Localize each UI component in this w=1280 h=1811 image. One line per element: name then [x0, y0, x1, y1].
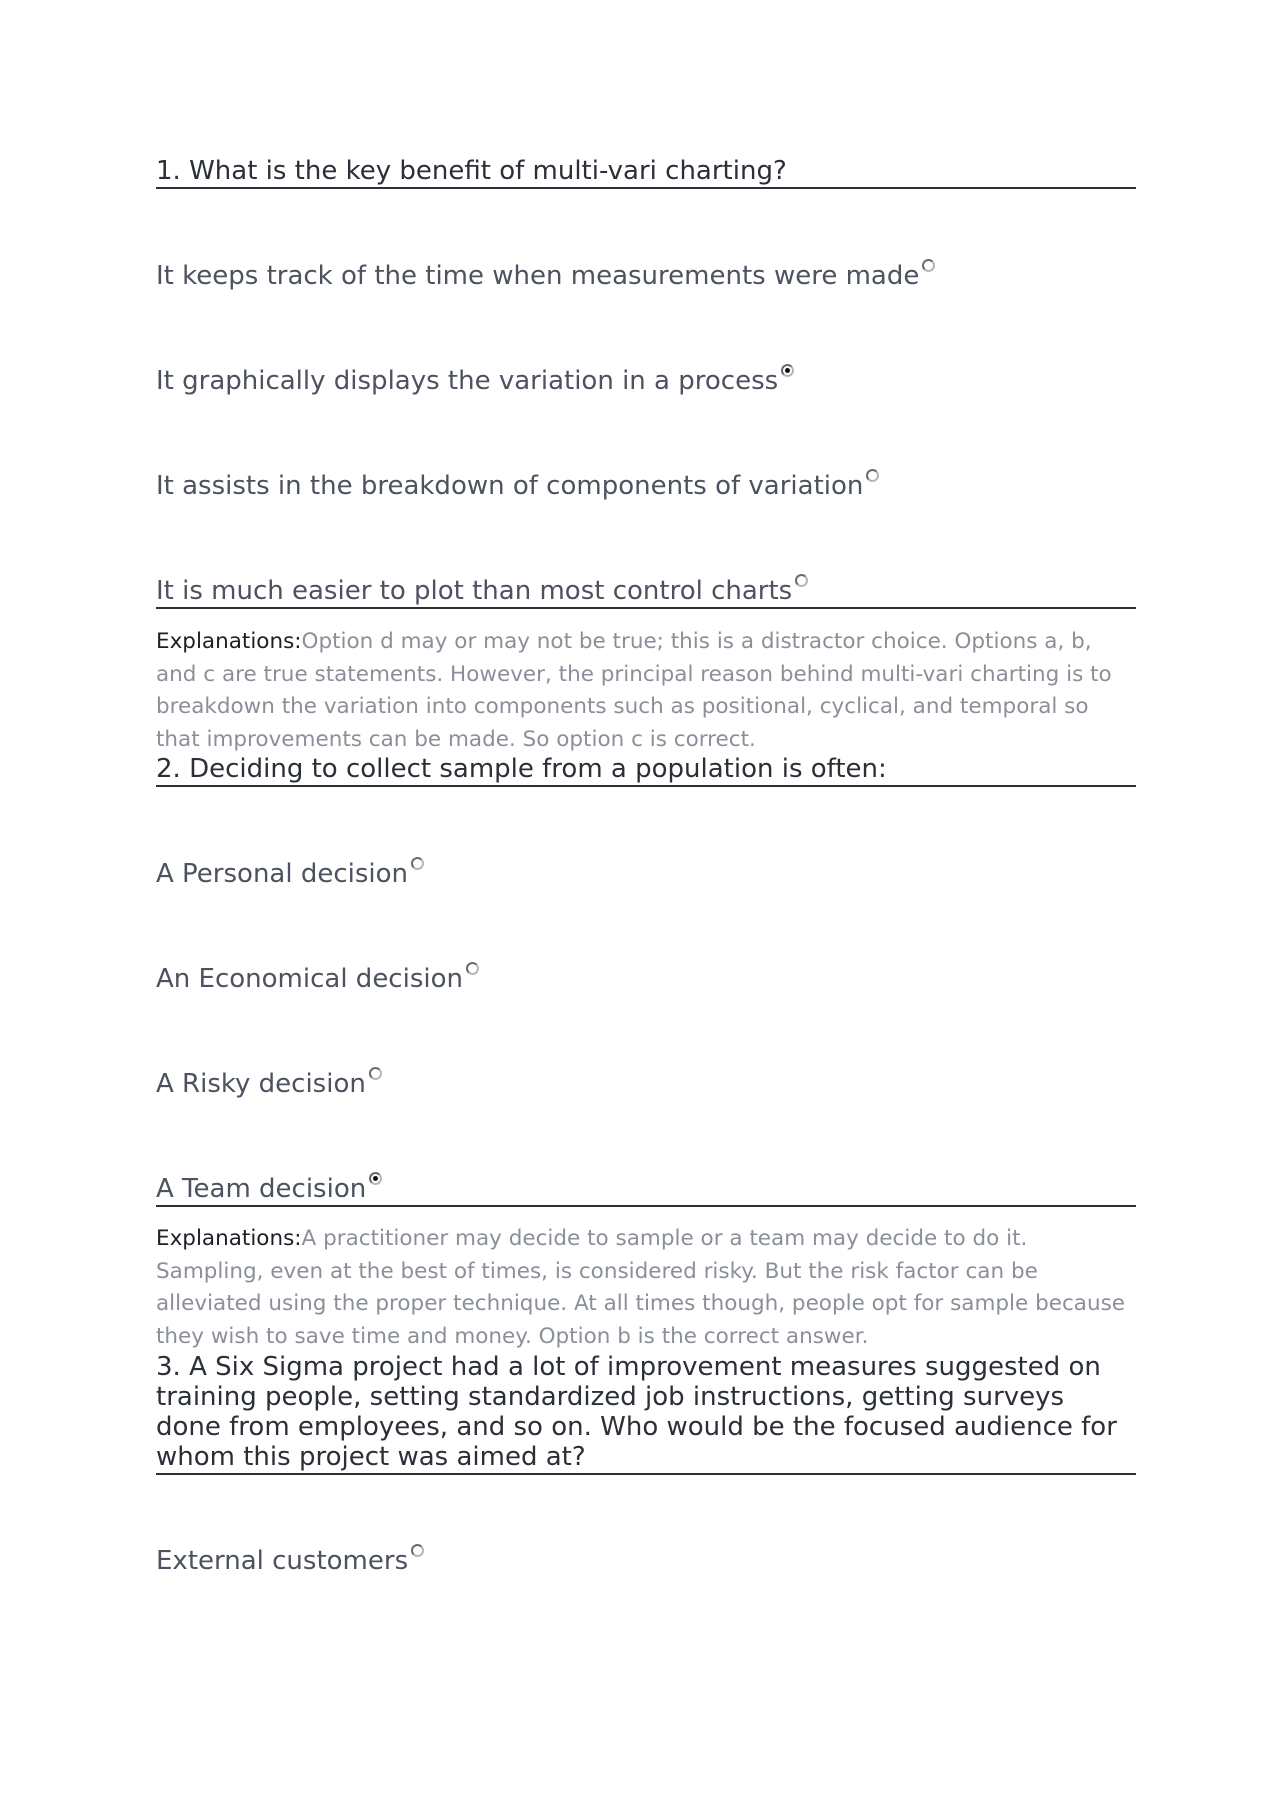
- question-3-option-a[interactable]: [156, 1546, 424, 1576]
- question-1-option-d[interactable]: [156, 576, 1136, 609]
- explanation-text: A practitioner may decide to sample or a team may decide to do it. Sampling, even at the best of times, is considered risky. But the risk factor can be alleviated using the proper technique. At all times though, people opt for sample because they wish to save time and money. Option b is the correct answer.: [156, 1226, 1126, 1349]
- question-1-option-b[interactable]: [156, 366, 794, 396]
- radio-button[interactable]: [411, 857, 424, 870]
- option-label: A Personal decision: [156, 859, 409, 889]
- option-label: An Economical decision: [156, 964, 463, 994]
- radio-button[interactable]: [466, 962, 479, 975]
- question-2-option-d[interactable]: [156, 1174, 1136, 1207]
- radio-button[interactable]: [866, 469, 879, 482]
- radio-button[interactable]: [922, 259, 935, 272]
- radio-button[interactable]: [411, 1544, 424, 1557]
- radio-button-selected[interactable]: [369, 1172, 382, 1185]
- question-1-option-a[interactable]: [156, 261, 935, 291]
- question-1-title: 1. What is the key benefit of multi-vari charting?: [156, 156, 1136, 189]
- question-1-option-c[interactable]: [156, 471, 879, 501]
- radio-button-selected[interactable]: [781, 364, 794, 377]
- option-label: It keeps track of the time when measurements were made: [156, 261, 920, 291]
- radio-button[interactable]: [369, 1067, 382, 1080]
- explanation-label: Explanations:: [156, 1226, 302, 1251]
- option-label: It graphically displays the variation in a process: [156, 366, 779, 396]
- option-label: It assists in the breakdown of components of variation: [156, 471, 864, 501]
- option-label: A Risky decision: [156, 1069, 366, 1099]
- question-2-explanation: [156, 1223, 1136, 1353]
- question-3-title: 3. A Six Sigma project had a lot of improvement measures suggested on training people, setting standardized job instructions, getting surveys done from employees, and so on. Who would be the focused audience for whom this project was aimed at?: [156, 1352, 1136, 1475]
- question-2-title: 2. Deciding to collect sample from a population is often:: [156, 754, 1136, 787]
- option-label: A Team decision: [156, 1174, 367, 1204]
- question-2-option-b[interactable]: [156, 964, 479, 994]
- option-label: External customers: [156, 1546, 409, 1576]
- question-2-option-a[interactable]: [156, 859, 424, 889]
- explanation-label: Explanations:: [156, 629, 302, 654]
- explanation-text: Option d may or may not be true; this is a distractor choice. Options a, b, and c are true statements. However, the principal reason behind multi-vari charting is to breakdown the variation into components such as positional, cyclical, and temporal so that improvements can be made. So option c is correct.: [156, 629, 1112, 752]
- option-label: It is much easier to plot than most control charts: [156, 576, 793, 606]
- question-2-option-c[interactable]: [156, 1069, 382, 1099]
- radio-button[interactable]: [795, 574, 808, 587]
- question-1-explanation: [156, 626, 1136, 756]
